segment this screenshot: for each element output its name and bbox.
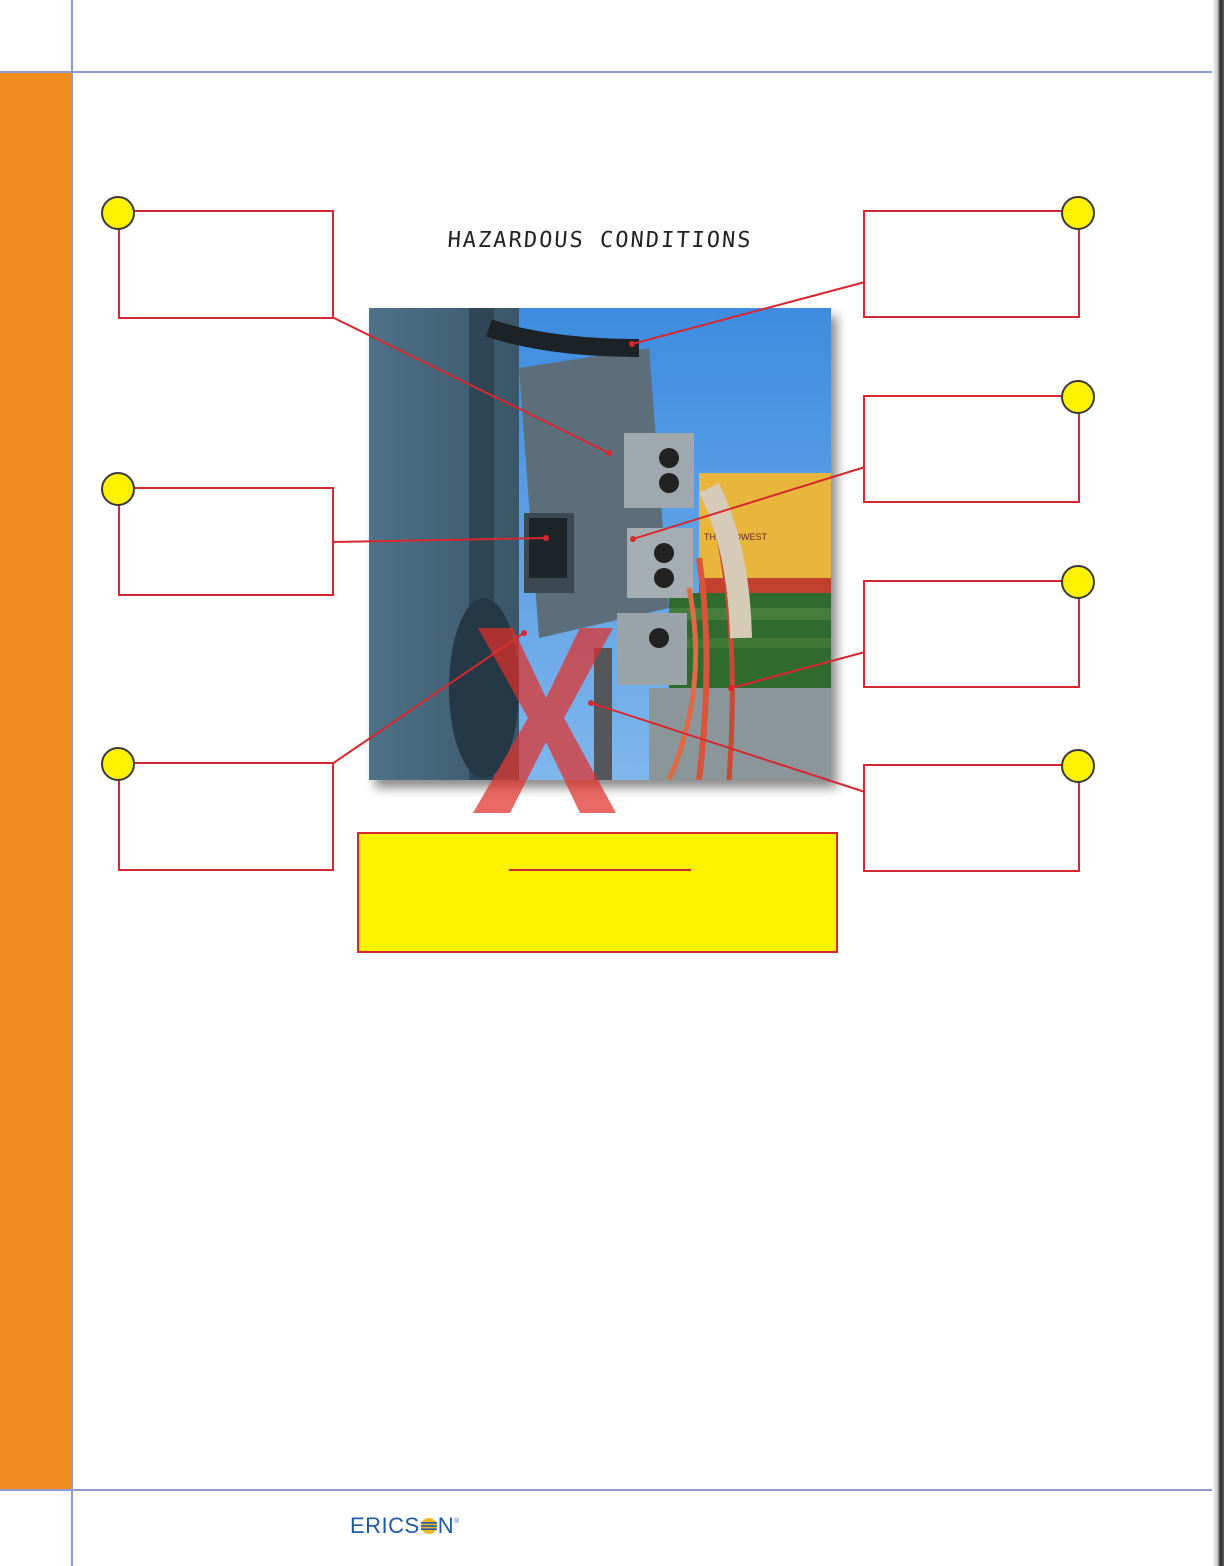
number-marker-icon (1061, 565, 1095, 599)
number-marker-icon (1061, 749, 1095, 783)
page-title: HAZARDOUS CONDITIONS (446, 228, 754, 253)
photo-sign-text: THE MIDWEST (704, 532, 767, 542)
callout-box-bottom-right[interactable] (863, 764, 1080, 872)
callout-box-middle-left[interactable] (118, 487, 334, 596)
callout-box-bottom-left[interactable] (118, 762, 334, 871)
footer-rule (0, 1489, 1224, 1491)
number-marker-icon (1061, 196, 1095, 230)
callout-box-top-right[interactable] (863, 210, 1080, 318)
registered-mark: ® (454, 1518, 460, 1525)
orange-sidebar (0, 72, 72, 1490)
logo-text-left: ERICS (350, 1513, 420, 1538)
callout-box-lower-right[interactable] (863, 580, 1080, 688)
number-marker-icon (101, 196, 135, 230)
logo-text-right: N (437, 1513, 455, 1538)
callout-box-top-left[interactable] (118, 210, 334, 319)
ericson-logo (350, 1513, 460, 1539)
callout-box-upper-right[interactable] (863, 395, 1080, 503)
number-marker-icon (101, 472, 135, 506)
number-marker-icon (1061, 380, 1095, 414)
warning-heading-underline (509, 869, 691, 871)
margin-rule (71, 0, 73, 1566)
number-marker-icon (101, 747, 135, 781)
ericson-sun-icon (420, 1517, 438, 1535)
header-rule (0, 71, 1224, 73)
page-curl-shadow (1208, 0, 1224, 1566)
red-x-icon (468, 618, 620, 818)
warning-answer-box[interactable] (357, 832, 838, 953)
